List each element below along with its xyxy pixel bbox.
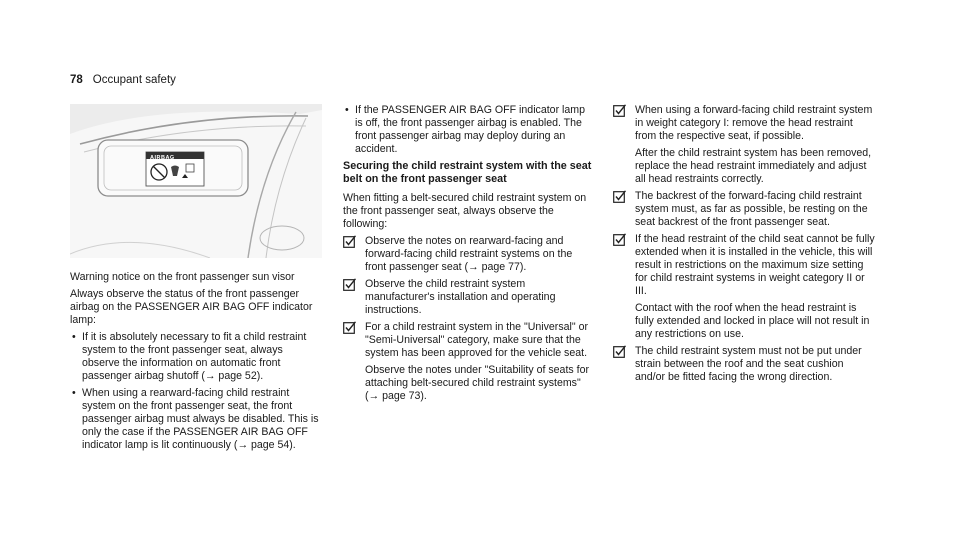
section-heading: Securing the child restraint system with the seat belt on the front passenger seat xyxy=(343,160,592,185)
bullet-icon: • xyxy=(72,387,76,399)
column-2 xyxy=(343,104,593,407)
checklist-item: For a child restraint system in the "Universal" or "Semi-Universal" category, make sure that the system has been approved for the vehicle seat. Observe the notes under "Suitability of seats for attaching belt-secured child restraint systems" (→ page 73). xyxy=(343,321,593,403)
figure-caption: Warning notice on the front passenger sun visor xyxy=(70,271,295,283)
checklist-item: Observe the child restraint system manufacturer's installation and operating instructions. xyxy=(343,278,593,317)
checklist-item: The child restraint system must not be put under strain between the roof and the seat cushion and/or be fitted facing the wrong direction. xyxy=(613,345,875,384)
checklist-item: When using a forward-facing child restraint system in weight category I: remove the head restraint from the respective seat, if possible. After the child restraint system has been removed, replace the head restraint immediately and adjust all head restraints correctly. xyxy=(613,104,875,186)
checklist-subtext: Contact with the roof when the head restraint is fully extended and locked in place will not result in any restrictions on use. xyxy=(635,302,870,340)
checkbox-checked-icon xyxy=(613,190,626,203)
sun-visor-illustration xyxy=(70,104,322,258)
column-1 xyxy=(70,104,322,456)
bullet-item: • If it is absolutely necessary to fit a child restraint system to the front passenger seat, always observe the information on automatic front passenger airbag shutoff (→ page 52). xyxy=(72,331,307,382)
bullet-item: • If the PASSENGER AIR BAG OFF indicator lamp is off, the front passenger airbag is enabled. The front passenger airbag may deploy during an accident. xyxy=(345,104,585,155)
bullet-item: • When using a rearward-facing child restraint system on the front passenger seat, the front passenger airbag must always be disabled. This is only the case if the PASSENGER AIR BAG OFF indicator lamp is lit continuously (→ page 54). xyxy=(72,387,319,451)
checkbox-checked-icon xyxy=(613,104,626,117)
checklist-subtext: Observe the notes under "Suitability of seats for attaching belt-secured child restraint systems" (→ page 73). xyxy=(365,364,589,402)
col1-intro: Always observe the status of the front passenger airbag on the PASSENGER AIR BAG OFF indicator lamp: xyxy=(70,288,313,326)
checklist-item: Observe the notes on rearward-facing and forward-facing child restraint systems on the front passenger seat (→ page 77). xyxy=(343,235,593,274)
section-title: Occupant safety xyxy=(92,74,176,86)
checkbox-checked-icon xyxy=(343,278,356,291)
checklist-item: The backrest of the forward-facing child restraint system must, as far as possible, be resting on the seat backrest of the front passenger seat. xyxy=(613,190,875,229)
airbag-label-text: AIRBAG xyxy=(150,155,175,161)
checklist-subtext: After the child restraint system has been removed, replace the head restraint immediately and adjust all head restraints correctly. xyxy=(635,147,872,185)
checkbox-checked-icon xyxy=(343,235,356,248)
column-3 xyxy=(613,104,875,388)
sun-visor-figure xyxy=(70,104,322,258)
col2-intro: When fitting a belt-secured child restraint system on the front passenger seat, always observe the following: xyxy=(343,192,587,230)
checkbox-checked-icon xyxy=(613,345,626,358)
bullet-icon: • xyxy=(72,331,76,343)
page-header xyxy=(70,74,176,86)
checkbox-checked-icon xyxy=(613,233,626,246)
checkbox-checked-icon xyxy=(343,321,356,334)
checklist-item: If the head restraint of the child seat cannot be fully extended when it is installed in the vehicle, this will result in restrictions on the maximum size setting for child restraint systems in weight category II or III. Contact with the roof when the head restraint is fully extended and locked in place will not result in any restrictions on use. xyxy=(613,233,875,341)
page-number: 78 xyxy=(70,74,83,86)
bullet-icon: • xyxy=(345,104,349,116)
